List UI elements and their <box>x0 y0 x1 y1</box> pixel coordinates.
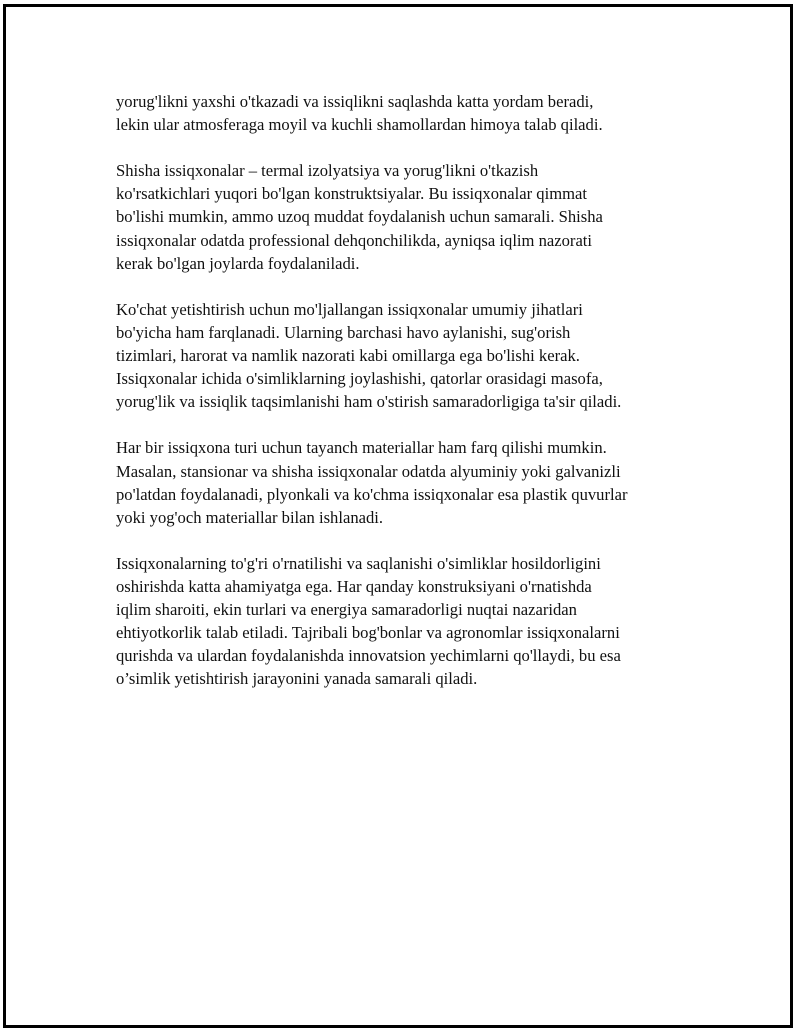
paragraph-line: bo'yicha ham farqlanadi. Ularning barchasi havo aylanishi, sug'orish <box>116 322 571 342</box>
paragraph-4 <box>116 436 706 528</box>
paragraph-2 <box>116 159 706 274</box>
paragraph-line: issiqxonalar odatda professional dehqonchilikda, ayniqsa iqlim nazorati <box>116 230 593 250</box>
paragraph-line: Masalan, stansionar va shisha issiqxonalar odatda alyuminiy yoki galvanizli <box>116 461 621 481</box>
paragraph-line: ehtiyotkorlik talab etiladi. Tajribali bog'bonlar va agronomlar issiqxonalarni <box>116 623 620 643</box>
paragraph-1 <box>116 90 706 136</box>
document-body <box>116 90 706 714</box>
paragraph-line: bo'lishi mumkin, ammo uzoq muddat foydalanish uchun samarali. Shisha <box>116 207 603 227</box>
paragraph-3 <box>116 298 706 413</box>
paragraph-line: qurishda va ulardan foydalanishda innovatsion yechimlarni qo'llaydi, bu esa <box>116 646 621 666</box>
paragraph-line: Shisha issiqxonalar – termal izolyatsiya va yorug'likni o'tkazish <box>116 161 539 181</box>
paragraph-line: lekin ular atmosferaga moyil va kuchli shamollardan himoya talab qiladi. <box>116 115 603 135</box>
paragraph-line: Issiqxonalarning to'g'ri o'rnatilishi va saqlanishi o'simliklar hosildorligini <box>116 553 601 573</box>
paragraph-line: kerak bo'lgan joylarda foydalaniladi. <box>116 253 360 273</box>
paragraph-line: yorug'lik va issiqlik taqsimlanishi ham o'stirish samaradorligiga ta'sir qiladi. <box>116 392 622 412</box>
paragraph-line: yoki yog'och materiallar bilan ishlanadi. <box>116 507 384 527</box>
paragraph-line: oshirishda katta ahamiyatga ega. Har qanday konstruksiyani o'rnatishda <box>116 576 592 596</box>
paragraph-5 <box>116 552 706 691</box>
paragraph-line: tizimlari, harorat va namlik nazorati kabi omillarga ega bo'lishi kerak. <box>116 346 580 366</box>
paragraph-line: ko'rsatkichlari yuqori bo'lgan konstruktsiyalar. Bu issiqxonalar qimmat <box>116 184 587 204</box>
paragraph-line: yorug'likni yaxshi o'tkazadi va issiqlikni saqlashda katta yordam beradi, <box>116 92 594 111</box>
paragraph-line: Ko'chat yetishtirish uchun mo'ljallangan issiqxonalar umumiy jihatlari <box>116 299 583 319</box>
paragraph-line: Har bir issiqxona turi uchun tayanch materiallar ham farq qilishi mumkin. <box>116 438 607 458</box>
paragraph-line: iqlim sharoiti, ekin turlari va energiya samaradorligi nuqtai nazaridan <box>116 600 577 620</box>
paragraph-line: o’simlik yetishtirish jarayonini yanada samarali qiladi. <box>116 669 478 689</box>
paragraph-line: po'latdan foydalanadi, plyonkali va ko'chma issiqxonalar esa plastik quvurlar <box>116 484 628 504</box>
paragraph-line: Issiqxonalar ichida o'simliklarning joylashishi, qatorlar orasidagi masofa, <box>116 369 603 389</box>
